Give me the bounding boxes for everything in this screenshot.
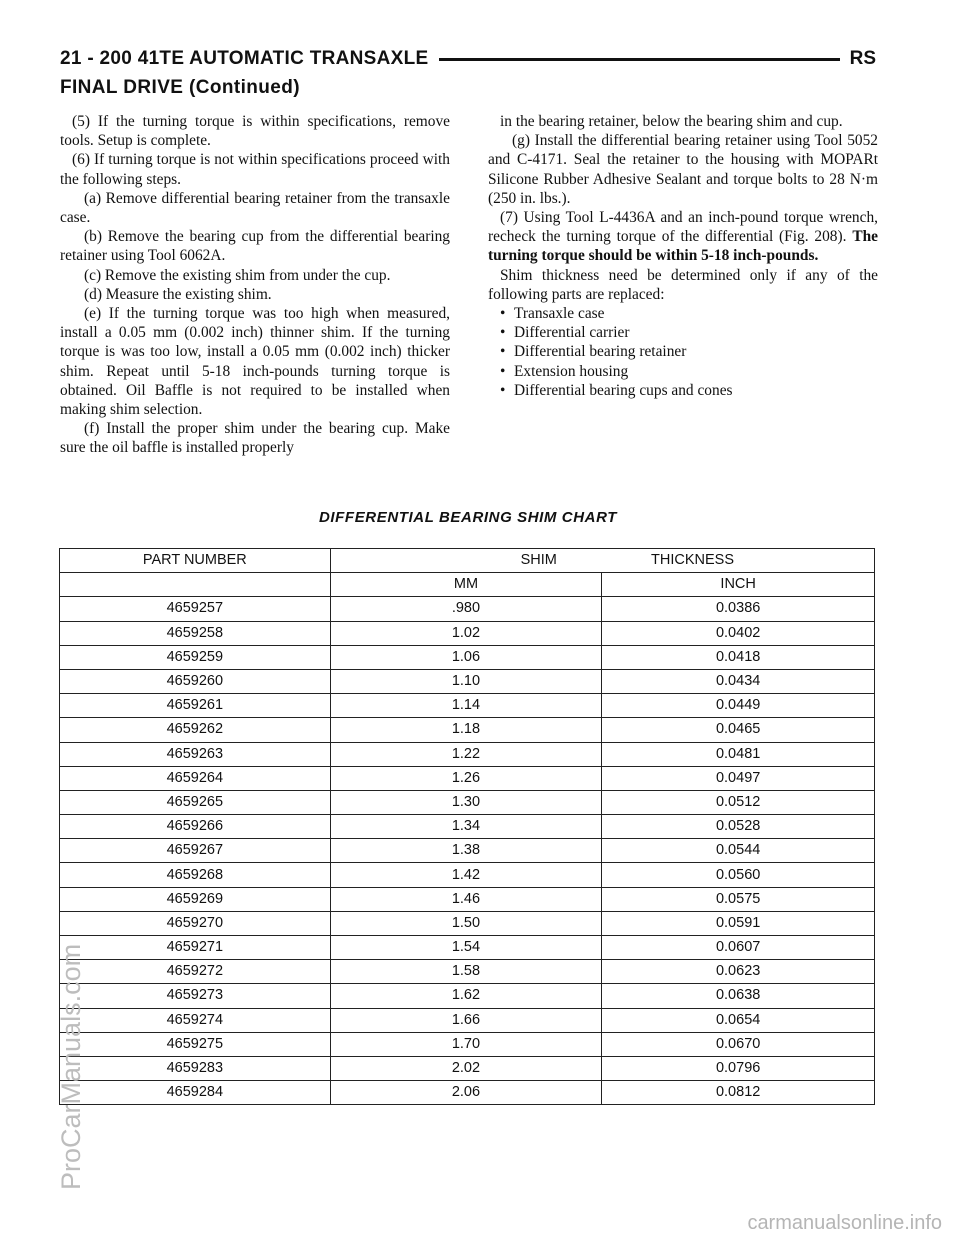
part-number-cell: 4659283 (60, 1056, 331, 1080)
part-number-cell: 4659270 (60, 911, 331, 935)
part-number-cell: 4659267 (60, 839, 331, 863)
mm-cell: 1.42 (330, 863, 602, 887)
table-row (60, 1008, 875, 1032)
inch-cell: 0.0434 (602, 669, 875, 693)
mm-cell: 1.46 (330, 887, 602, 911)
table-row (60, 1032, 875, 1056)
subheader-inch: INCH (602, 573, 875, 597)
mm-cell: 1.22 (330, 742, 602, 766)
table-row (60, 815, 875, 839)
inch-cell: 0.0497 (602, 766, 875, 790)
mm-cell: 1.30 (330, 790, 602, 814)
mm-cell: 1.50 (330, 911, 602, 935)
table-row (60, 742, 875, 766)
replaced-parts-list (488, 304, 878, 400)
part-number-cell: 4659271 (60, 936, 331, 960)
list-item (488, 362, 878, 381)
header-part-number: PART NUMBER (60, 549, 331, 573)
page-header (60, 46, 876, 72)
bullet-icon: • (500, 305, 506, 323)
list-item-label: Differential bearing retainer (514, 343, 687, 361)
left-text-column (60, 112, 450, 458)
mm-cell: 2.06 (330, 1081, 602, 1105)
table-row (60, 597, 875, 621)
part-number-cell: 4659269 (60, 887, 331, 911)
inch-cell: 0.0591 (602, 911, 875, 935)
list-item (488, 323, 878, 342)
table-row (60, 790, 875, 814)
shim-note-paragraph: Shim thickness need be determined only if any of the following parts are replaced: (488, 266, 878, 303)
table-row (60, 694, 875, 718)
inch-cell: 0.0481 (602, 742, 875, 766)
table-row (60, 1081, 875, 1105)
model-code: RS (849, 48, 876, 69)
table-row (60, 718, 875, 742)
part-number-cell: 4659264 (60, 766, 331, 790)
part-number-cell: 4659273 (60, 984, 331, 1008)
inch-cell: 0.0386 (602, 597, 875, 621)
mm-cell: .980 (330, 597, 602, 621)
table-row (60, 669, 875, 693)
inch-cell: 0.0402 (602, 621, 875, 645)
right-text-column (488, 112, 878, 400)
part-number-cell: 4659284 (60, 1081, 331, 1105)
part-number-cell: 4659263 (60, 742, 331, 766)
bullet-icon: • (500, 381, 506, 399)
left-paragraph: (6) If turning torque is not within specifications proceed with the following steps. (60, 151, 450, 188)
mm-cell: 1.06 (330, 645, 602, 669)
inch-cell: 0.0607 (602, 936, 875, 960)
part-number-cell: 4659275 (60, 1032, 331, 1056)
header-rule (439, 58, 840, 61)
table-row (60, 621, 875, 645)
left-paragraph: (5) If the turning torque is within specifications, remove tools. Setup is complete. (60, 113, 450, 150)
bottom-watermark: carmanualsonline.info (747, 1212, 942, 1234)
part-number-cell: 4659272 (60, 960, 331, 984)
left-paragraph: (f) Install the proper shim under the bearing cup. Make sure the oil baffle is installed properly (60, 420, 450, 457)
mm-cell: 1.02 (330, 621, 602, 645)
section-title: FINAL DRIVE (Continued) (60, 77, 300, 98)
side-watermark (6, 500, 86, 1200)
header-shim-thickness (330, 549, 874, 573)
step-g-paragraph: (g) Install the differential bearing retainer using Tool 5052 and C-4171. Seal the retainer to the housing with MOPARt Silicone Rubber Adhesive Sealant and torque bolts to 28 N·m (250 in. lbs.). (488, 132, 878, 207)
inch-cell: 0.0560 (602, 863, 875, 887)
left-paragraph: (e) If the turning torque was too high when measured, install a 0.05 mm (0.002 inch) thinner shim. If the turning torque is was too low, install a 0.05 mm (0.002 inch) thicker shim. Repeat until 5-18 inch-pounds turning torque is obtained. Oil Baffle is not required to be installed when making shim selection. (60, 305, 450, 419)
step-7-paragraph (488, 208, 878, 266)
table-row (60, 887, 875, 911)
part-number-cell: 4659262 (60, 718, 331, 742)
inch-cell: 0.0796 (602, 1056, 875, 1080)
left-paragraph: (b) Remove the bearing cup from the differential bearing retainer using Tool 6062A. (60, 228, 450, 265)
table-row (60, 1056, 875, 1080)
part-number-cell: 4659268 (60, 863, 331, 887)
table-row (60, 839, 875, 863)
part-number-cell: 4659261 (60, 694, 331, 718)
list-item-label: Differential bearing cups and cones (514, 381, 733, 399)
inch-cell: 0.0623 (602, 960, 875, 984)
inch-cell: 0.0638 (602, 984, 875, 1008)
subheader-mm: MM (330, 573, 602, 597)
table-row (60, 911, 875, 935)
table-row (60, 863, 875, 887)
continuation-paragraph: in the bearing retainer, below the bearing shim and cup. (500, 113, 843, 130)
inch-cell: 0.0575 (602, 887, 875, 911)
table-row (60, 645, 875, 669)
inch-cell: 0.0449 (602, 694, 875, 718)
inch-cell: 0.0670 (602, 1032, 875, 1056)
mm-cell: 1.14 (330, 694, 602, 718)
bullet-icon: • (500, 324, 506, 342)
table-subheader-row (60, 573, 875, 597)
step-7-text: (7) Using Tool L-4436A and an inch-pound torque wrench, recheck the turning torque of the differential (Fig. 208). (488, 209, 878, 246)
mm-cell: 1.38 (330, 839, 602, 863)
left-paragraph: (d) Measure the existing shim. (84, 285, 272, 303)
inch-cell: 0.0512 (602, 790, 875, 814)
list-item-label: Extension housing (514, 362, 629, 380)
mm-cell: 2.02 (330, 1056, 602, 1080)
inch-cell: 0.0465 (602, 718, 875, 742)
inch-cell: 0.0812 (602, 1081, 875, 1105)
part-number-cell: 4659274 (60, 1008, 331, 1032)
mm-cell: 1.18 (330, 718, 602, 742)
list-item (488, 381, 878, 400)
inch-cell: 0.0528 (602, 815, 875, 839)
header-shim: SHIM (520, 552, 557, 569)
table-row (60, 960, 875, 984)
table-title: DIFFERENTIAL BEARING SHIM CHART (318, 509, 618, 526)
left-paragraph: (c) Remove the existing shim from under the cup. (84, 266, 391, 284)
list-item (488, 304, 878, 323)
inch-cell: 0.0544 (602, 839, 875, 863)
part-number-cell: 4659260 (60, 669, 331, 693)
mm-cell: 1.66 (330, 1008, 602, 1032)
step-7-bold: The turning torque should be within 5-18 inch-pounds. (488, 228, 878, 265)
side-watermark-text: ProCarManuals.com (56, 943, 86, 1190)
mm-cell: 1.34 (330, 815, 602, 839)
header-thickness: THICKNESS (651, 552, 734, 569)
part-number-cell: 4659266 (60, 815, 331, 839)
mm-cell: 1.58 (330, 960, 602, 984)
mm-cell: 1.26 (330, 766, 602, 790)
page-reference: 21 - 200 41TE AUTOMATIC TRANSAXLE (60, 48, 429, 69)
table-header-row (60, 549, 875, 573)
part-number-cell: 4659258 (60, 621, 331, 645)
shim-chart-table (59, 548, 875, 1105)
list-item-label: Differential carrier (514, 324, 630, 342)
mm-cell: 1.70 (330, 1032, 602, 1056)
part-number-cell: 4659257 (60, 597, 331, 621)
mm-cell: 1.54 (330, 936, 602, 960)
list-item (488, 342, 878, 361)
table-row (60, 984, 875, 1008)
inch-cell: 0.0654 (602, 1008, 875, 1032)
mm-cell: 1.10 (330, 669, 602, 693)
bullet-icon: • (500, 343, 506, 361)
left-paragraph: (a) Remove differential bearing retainer from the transaxle case. (60, 189, 450, 227)
table-row (60, 936, 875, 960)
inch-cell: 0.0418 (602, 645, 875, 669)
mm-cell: 1.62 (330, 984, 602, 1008)
part-number-cell: 4659259 (60, 645, 331, 669)
table-row (60, 766, 875, 790)
part-number-cell: 4659265 (60, 790, 331, 814)
list-item-label: Transaxle case (514, 305, 605, 323)
bullet-icon: • (500, 362, 506, 380)
subheader-blank (60, 573, 331, 597)
